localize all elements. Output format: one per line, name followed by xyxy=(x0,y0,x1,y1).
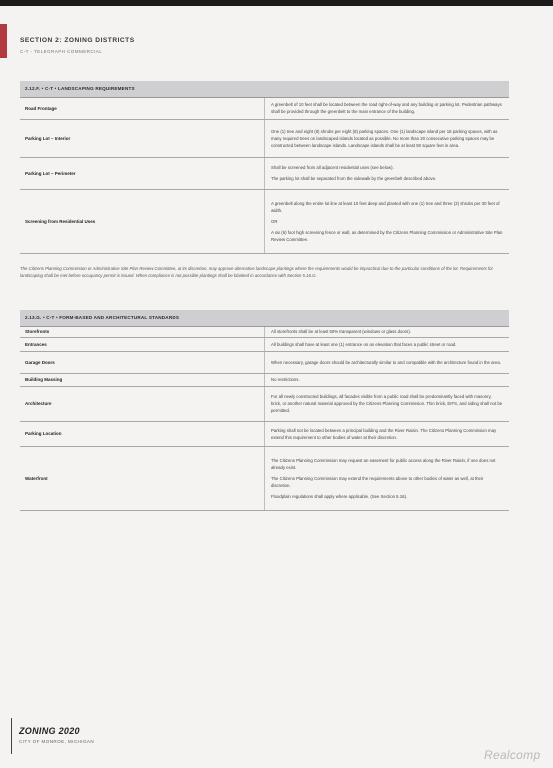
table-row xyxy=(20,373,509,386)
row-paragraph: OR xyxy=(271,218,278,224)
row-text xyxy=(265,373,510,386)
row-paragraph: A six (6) foot high screening fence or wall, as determined by the Citizens Planning Commission or Administrative Site Plan Review Committee. xyxy=(271,229,503,242)
row-label: Storefronts xyxy=(20,326,265,337)
table-row xyxy=(20,446,509,510)
form-based-standards-table xyxy=(20,310,509,511)
row-text xyxy=(265,421,510,446)
row-label: Parking Location xyxy=(20,421,265,446)
top-bar xyxy=(0,0,553,6)
footer-rule xyxy=(11,718,12,754)
row-text xyxy=(265,189,510,253)
table-row xyxy=(20,97,509,119)
table-row xyxy=(20,326,509,337)
table-row xyxy=(20,189,509,253)
row-label: Entrances xyxy=(20,337,265,351)
row-paragraph: One (1) tree and eight (8) shrubs per eight (8) parking spaces. One (1) landscape island per 18 parking spaces, with as many required trees on landscaped islands located as possible. No more than 20 consecutive parking spaces may be constructed between landscape islands. Landscape islands shall be at least 50 square feet in area. xyxy=(271,128,498,148)
row-label: Architecture xyxy=(20,386,265,421)
footer-subtitle: CITY OF MONROE, MICHIGAN xyxy=(19,739,95,744)
row-paragraph: All buildings shall have at least one (1) entrance on an elevation that faces a public street or road. xyxy=(271,341,457,347)
row-paragraph: Floodplain regulations shall apply where applicable. (See Section 5.16). xyxy=(271,493,408,499)
row-label: Parking Lot – Interior xyxy=(20,119,265,157)
table-row xyxy=(20,119,509,157)
row-text xyxy=(265,386,510,421)
row-text xyxy=(265,119,510,157)
table-row xyxy=(20,386,509,421)
row-paragraph: A greenbelt of 10 feet shall be located between the road right-of-way and any building or parking lot. Pedestrian pathways shall be provided through the greenbelt to the main entrance of the building. xyxy=(271,102,502,114)
row-paragraph: All storefronts shall be at least 50% transparent (windows or glass doors). xyxy=(271,329,411,334)
row-label: Building Massing xyxy=(20,373,265,386)
section-subtitle: C-T - TELEGRAPH COMMERCIAL xyxy=(20,49,103,54)
row-text xyxy=(265,446,510,510)
row-label: Parking Lot – Perimeter xyxy=(20,157,265,189)
row-paragraph: The Citizens Planning Commission may extend the requirements above to other bodies of water as well, at their discretion. xyxy=(271,475,484,488)
row-text xyxy=(265,157,510,189)
row-paragraph: Parking shall not be located between a principal building and the River Raisin. The Citizens Planning Commission may extend this requirement to other bodies of water at their discretion. xyxy=(271,427,497,440)
row-text xyxy=(265,326,510,337)
table-row xyxy=(20,421,509,446)
row-label: Garage Doors xyxy=(20,351,265,373)
row-paragraph: The parking lot shall be separated from the sidewalk by the greenbelt described above. xyxy=(271,176,437,181)
row-paragraph: The Citizens Planning Commission may request an easement for public access along the River Raisin, if one does not already exist. xyxy=(271,457,496,470)
row-text xyxy=(265,337,510,351)
row-label: Road Frontage xyxy=(20,97,265,119)
landscaping-table-header: 2.12.F. • C-T • LANDSCAPING REQUIREMENTS xyxy=(20,81,509,97)
row-label: Waterfront xyxy=(20,446,265,510)
watermark-logo: Realcomp xyxy=(484,748,541,762)
landscaping-requirements-table xyxy=(20,81,509,254)
row-paragraph: Shall be screened from all adjacent residential uses (see below). xyxy=(271,165,394,170)
row-paragraph: No restrictions. xyxy=(271,377,300,382)
row-text xyxy=(265,351,510,373)
table-row xyxy=(20,157,509,189)
row-label: Screening from Residential Uses xyxy=(20,189,265,253)
section-accent-bar xyxy=(0,24,7,58)
row-text xyxy=(265,97,510,119)
row-paragraph: A greenbelt along the entire lot line at least 10 feet deep and planted with one (1) tree and three (3) shrubs per 30 feet of width. xyxy=(271,200,500,213)
landscaping-note: The Citizens Planning Commission or Administrative Site Plan Review Committee, at its discretion, may approve alternative landscape plantings where the requirements would be impractical due to the particular conditions of the lot. Requirements for landscaping shall be met before occupancy permit is issued. When compliance is not possible plantings shall be blanked in accordance with Section 5.16.G. xyxy=(20,266,493,278)
footer-title: ZONING 2020 xyxy=(19,726,80,736)
form-based-table-header: 2.13.G. • C-T • FORM-BASED AND ARCHITECTURAL STANDARDS xyxy=(20,310,509,326)
table-row xyxy=(20,351,509,373)
row-paragraph: When necessary, garage doors should be architecturally similar to and compatible with the architecture found in the area. xyxy=(271,359,501,365)
section-title: SECTION 2: ZONING DISTRICTS xyxy=(20,37,135,44)
table-row xyxy=(20,337,509,351)
row-paragraph: For all newly constructed buildings, all facades visible from a public road shall be predominantly faced with masonry, brick, or another natural material approved by the Citizens Planning Commission. Thin brick, EIFS, and siding shall not be permitted. xyxy=(271,394,503,413)
